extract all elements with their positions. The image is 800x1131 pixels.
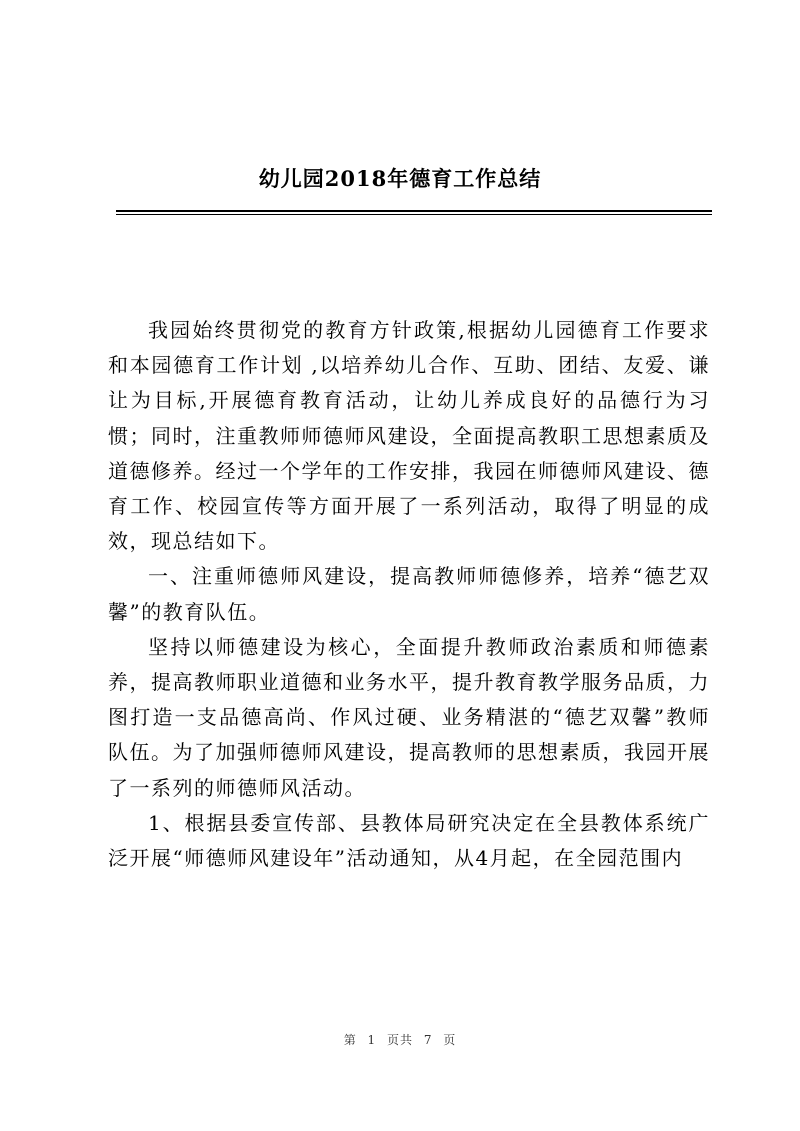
title-rule-thin: [116, 214, 712, 215]
paragraph-core: 坚持以师德建设为核心，全面提升教师政治素质和师德素养，提高教师职业道德和业务水平，提升教育教学服务品质，力图打造一支品德高尚、作风过硬、业务精湛的“德艺双馨”教师队伍。为了加强师德师风建设，提高教师的思想素质，我园开展了一系列的师德师风活动。: [108, 634, 710, 800]
document-title: 幼儿园2018年德育工作总结: [258, 166, 542, 191]
title-rule-thick: [116, 210, 712, 212]
paragraph-section-heading: 一、注重师德师风建设，提高教师师德修养，培养“德艺双馨”的教育队伍。: [108, 564, 710, 624]
document-body: [108, 313, 710, 876]
paragraph-intro: 我园始终贯彻党的教育方针政策,根据幼儿园德育工作要求和本园德育工作计划 ,以培养幼儿合作、互助、团结、友爱、谦让为目标,开展德育教育活动，让幼儿养成良好的品德行为习惯；同时，注重教师师德师风建设，全面提高教职工思想素质及道德修养。经过一个学年的工作安排，我园在师德师风建设、德育工作、校园宣传等方面开展了一系列活动，取得了明显的成效，现总结如下。: [108, 318, 710, 554]
paragraph-item-1: 1、根据县委宣传部、县教体局研究决定在全县教体系统广泛开展“师德师风建设年”活动通知，从4月起，在全园范围内: [108, 810, 710, 871]
page-footer: 第 1 页共 7 页: [343, 1033, 457, 1047]
